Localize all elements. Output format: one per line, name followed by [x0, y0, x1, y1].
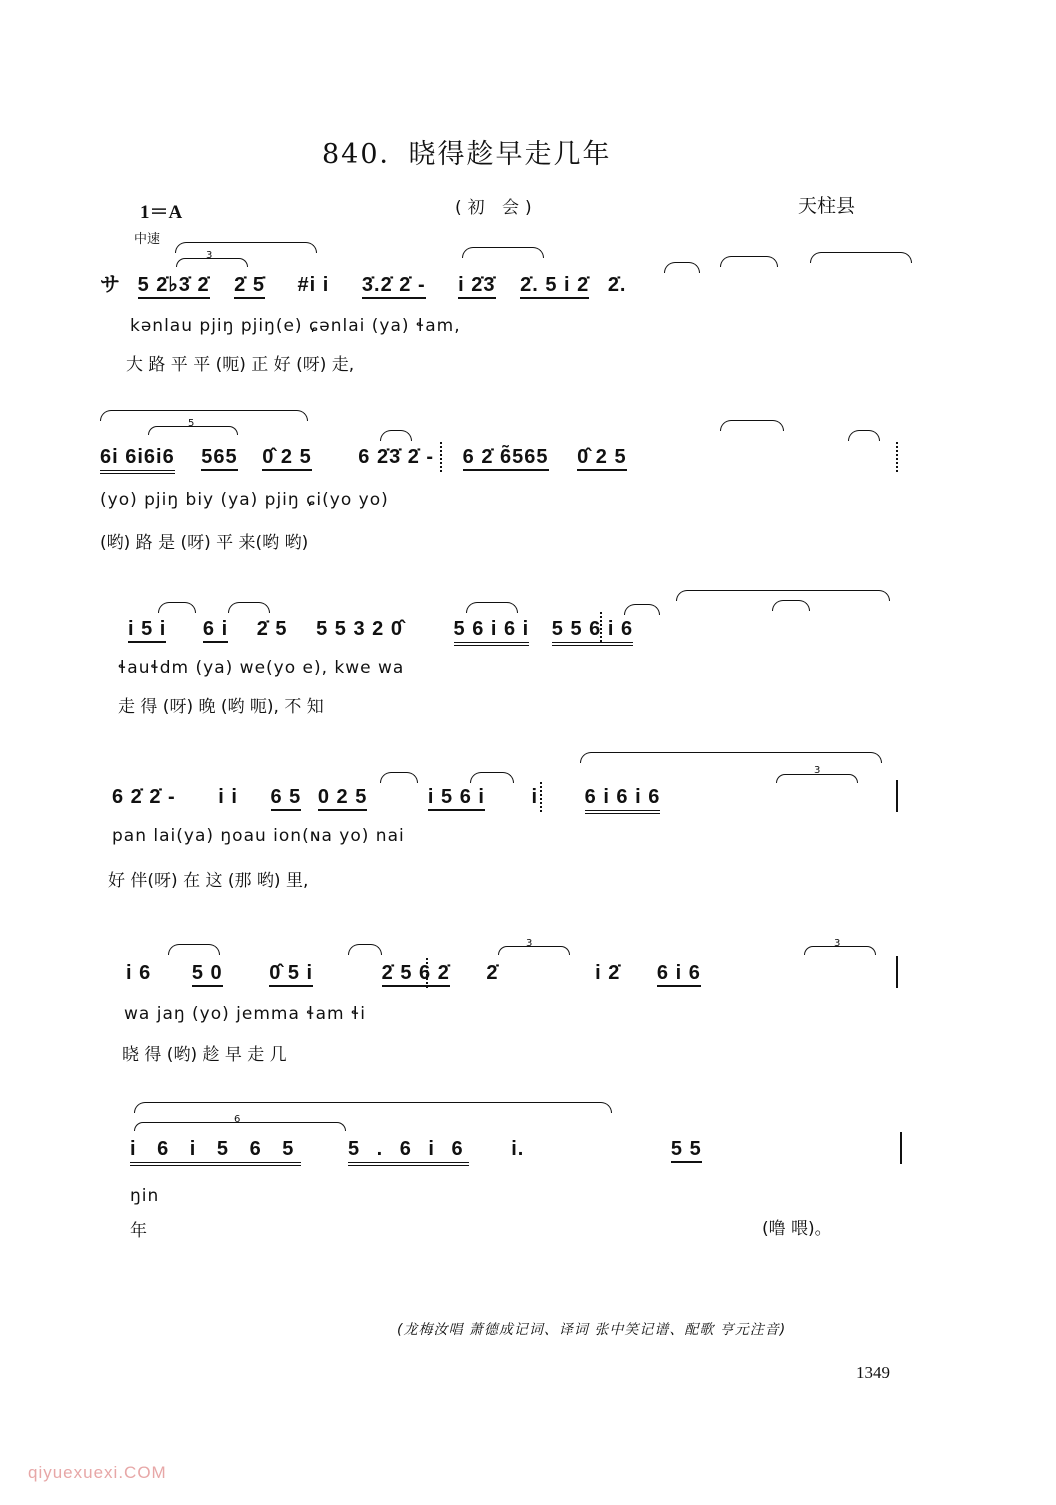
notation-group: i 6: [126, 962, 152, 984]
song-title: 840．晓得趁早走几年: [322, 139, 612, 170]
credits-line: (龙梅汝唱 萧德成记词、译词 张中笑记谱、配歌 亨元注音): [397, 1322, 787, 1338]
lyrics-romanized: pan lai(ya) ŋoau ion(ɴa yo) nai: [112, 826, 405, 846]
page-number: 1349: [856, 1363, 890, 1382]
barline: [896, 956, 898, 988]
lyrics-chinese-ending: (噜 喂)。: [762, 1219, 832, 1239]
tuplet-number: 3: [834, 938, 841, 949]
tuplet-bracket: [498, 946, 570, 955]
notation-group: 6 i 6: [657, 962, 701, 987]
notation-group: 6 2̇ 6̃565: [463, 446, 549, 471]
tempo-marking: 中速: [134, 232, 161, 247]
notation-group: 2̇ 5 6 2̇: [382, 962, 450, 987]
dotted-barline: [440, 442, 443, 472]
slur: [720, 256, 778, 267]
notation-group: 2̇ 5̇: [234, 274, 265, 299]
lyrics-romanized: (yo) pjiŋ biy (ya) pjiŋ ɕi(yo yo): [100, 490, 389, 510]
notation-group: i.: [511, 1138, 525, 1160]
notation-group: 5 5 6 i 6: [552, 618, 633, 646]
notation-group: 5 . 6 i 6: [348, 1138, 469, 1166]
notation-group: i: [531, 786, 539, 808]
notation-group: 6i 6i6i6: [100, 446, 175, 474]
dotted-barline: [896, 442, 899, 472]
lyrics-chinese: 年: [130, 1221, 147, 1241]
lyrics-chinese: 好 伴(呀) 在 这 (那 哟) 里,: [108, 871, 309, 891]
tuplet-number: 3: [526, 938, 533, 949]
notation-line-3: [128, 618, 633, 641]
notation-group: 6 2̇ 2̇ -: [112, 786, 176, 808]
lyrics-romanized: ɬauɬdm (ya) we(yo e), kwe wa: [118, 658, 405, 678]
notation-group: 2̇.: [607, 274, 627, 296]
notation-group: 2̇. 5 i 2̇: [520, 274, 589, 299]
performance-note: (初 会): [455, 198, 538, 218]
tuplet-number: 5: [188, 418, 195, 429]
notation-group: 6 i 6 i 6: [585, 786, 661, 814]
slur: [848, 430, 880, 441]
lyrics-chinese: 晓 得 (哟) 趁 早 走 几: [122, 1045, 287, 1065]
notation-group: i 5 6 i: [428, 786, 485, 811]
lyrics-chinese: (哟) 路 是 (呀) 平 来(哟 哟): [100, 533, 309, 553]
notation-group: 0 2 5: [318, 786, 367, 811]
notation-group: #i i: [297, 274, 330, 296]
tuplet-number: 6: [234, 1114, 241, 1125]
slur: [810, 252, 912, 263]
notation-group: 0̂ 2 5: [577, 446, 626, 471]
slur: [380, 772, 418, 783]
watermark: qiyuexuexi.COM: [28, 1463, 167, 1482]
notation-group: i i: [218, 786, 238, 808]
lyrics-romanized: wa jaŋ (yo) jemma ɬam ɬi: [124, 1004, 366, 1024]
slur: [348, 944, 382, 955]
slur: [134, 1102, 612, 1113]
lyrics-romanized: ŋin: [130, 1186, 160, 1206]
notation-line-4: [112, 786, 660, 809]
notation-group: i 2̇: [595, 962, 621, 984]
slur: [624, 604, 660, 615]
notation-group: 6 2̇3̇ 2̇ -: [358, 446, 435, 468]
notation-group: 2̇ 5: [256, 618, 288, 640]
notation-group: サ: [100, 274, 121, 296]
lyrics-chinese: 大 路 平 平 (呃) 正 好 (呀) 走,: [126, 355, 355, 375]
tuplet-number: 3: [206, 250, 213, 261]
notation-group: i 2̇3̇: [458, 274, 495, 299]
lyrics-chinese: 走 得 (呀) 晚 (哟 呃), 不 知: [118, 697, 324, 717]
slur: [175, 242, 317, 253]
dotted-barline: [600, 612, 603, 642]
slur: [228, 602, 270, 613]
barline: [896, 780, 898, 812]
notation-group: 5 6 i 6 i: [454, 618, 530, 646]
slur: [720, 420, 784, 431]
notation-group: 565: [201, 446, 237, 471]
notation-group: 5 5: [671, 1138, 702, 1163]
notation-group: i 6 i 5 6 5: [130, 1138, 301, 1166]
slur: [100, 410, 308, 421]
slur: [664, 262, 700, 273]
tuplet-number: 3: [814, 765, 821, 776]
slur: [466, 602, 518, 613]
notation-line-5: [126, 962, 701, 985]
region-label: 天柱县: [798, 195, 856, 217]
slur: [380, 430, 412, 441]
key-signature: 1＝A: [140, 202, 183, 223]
notation-group: 3̇.2̇ 2̇ -: [362, 274, 426, 299]
notation-group: 2̇: [486, 962, 499, 984]
notation-line-2: [100, 446, 627, 469]
slur: [158, 602, 196, 613]
notation-group: 5 0: [192, 962, 223, 987]
notation-group: i 5 i: [128, 618, 166, 643]
lyrics-romanized: kənlau pjiŋ pjiŋ(e) ɕənlai (ya) ɬam,: [130, 316, 461, 336]
notation-group: 6 5: [271, 786, 302, 811]
slur: [462, 247, 544, 258]
notation-group: 0̂ 5 i: [269, 962, 313, 987]
notation-group: 6 i: [203, 618, 228, 643]
notation-group: 5 2̇♭3̇ 2̇: [138, 274, 210, 299]
notation-line-6: [130, 1138, 702, 1161]
notation-group: 0̂ 2 5: [262, 446, 311, 471]
dotted-barline: [426, 958, 429, 988]
notation-group: 5 5 3 2 0̂: [316, 618, 403, 640]
final-barline: [900, 1132, 902, 1164]
slur: [168, 944, 220, 955]
notation-line-1: [100, 268, 627, 297]
slur: [470, 772, 514, 783]
slur: [772, 600, 810, 611]
dotted-barline: [540, 782, 543, 812]
slur: [580, 752, 882, 763]
